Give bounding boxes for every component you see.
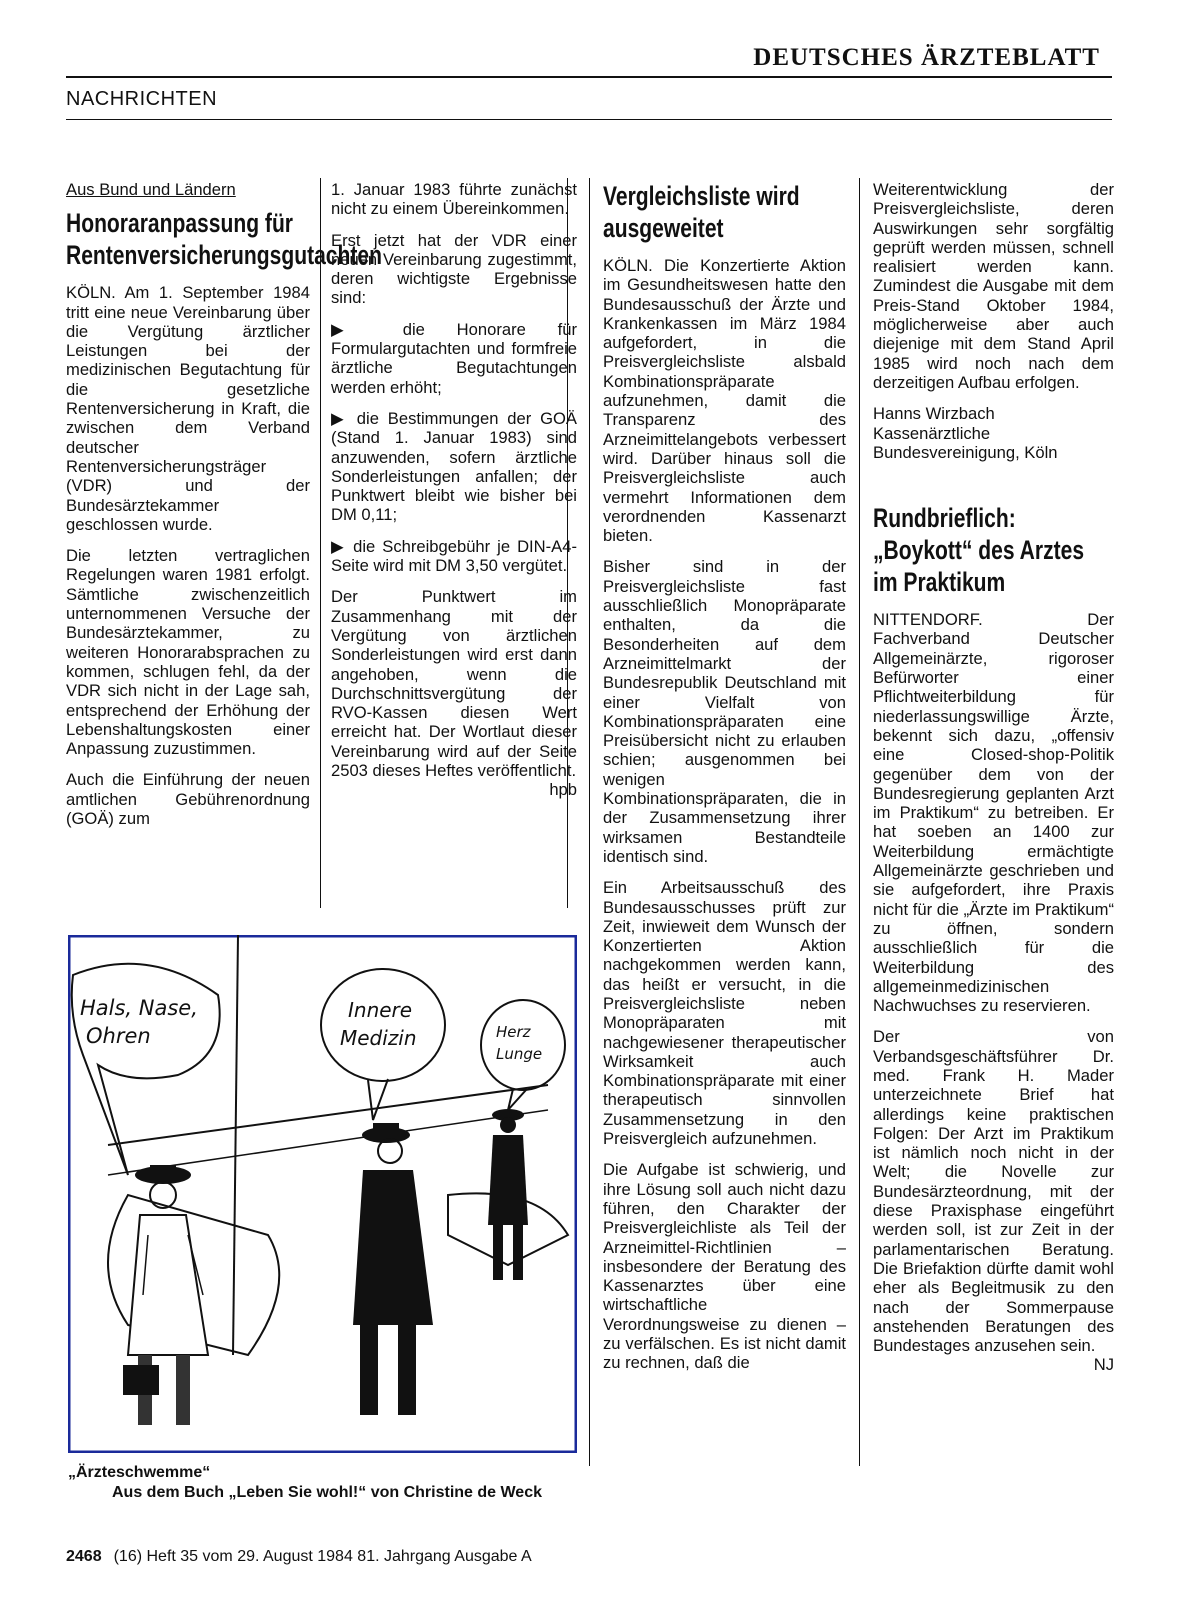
cartoon-illustration xyxy=(68,935,577,1453)
article-paragraph: Die letzten vertraglichen Regelungen waren 1981 erfolgt. Sämtliche zwischenzeitlich unternommenen Versuche der Bundesärztekammer, zu weiteren Honorarabsprachen zu kommen, schlugen fehl, da der VDR sich nicht in der Lage sah, entsprechend der Erhöhung der Lebenshaltungskosten einer Anpassung zuzustimmen. xyxy=(66,546,310,759)
article-kicker: Aus Bund und Ländern xyxy=(66,180,236,199)
bubble-text: Hals, Nase, xyxy=(80,996,198,1020)
masthead-rule xyxy=(66,76,1112,78)
bullet-item: ▶ die Bestimmungen der GOÄ (Stand 1. Januar 1983) sind anzuwenden, sofern ärztliche Sonderleistungen anfallen; der Punktwert bleibt wie bisher bei DM 0,11; xyxy=(331,408,577,525)
author-org: Bundesvereinigung, Köln xyxy=(873,442,1058,462)
author-name: Hanns Wirzbach xyxy=(873,404,995,424)
article-paragraph: Ein Arbeitsausschuß des Bundesausschusses prüft zur Zeit, inwieweit dem Wunsch der Konzertierten Aktion nachgekommen werden kann, das heißt er versucht, in die Preisvergleichsliste neben Monopräparaten mit nachgewiesener therapeutischer Wirksamkeit auch Kombinationspräparate mit einer therapeutisch sinnvollen Zusammensetzung in den Preisvergleich aufzunehmen. xyxy=(603,878,846,1149)
cartoon-caption-title: „Ärzteschwemme“ xyxy=(68,1464,211,1481)
article-paragraph: KÖLN. Am 1. September 1984 tritt eine neue Vereinbarung über die Vergütung ärztlicher Leistungen bei der medizinischen Begutachtung für die gesetzliche Rentenversicherung in Kraft, die zwischen dem Verband deutscher Rentenversicherungsträger (VDR) und der Bundesärztekammer geschlossen wurde. xyxy=(66,283,310,534)
article-column-right xyxy=(873,180,1114,1515)
column-divider xyxy=(589,178,590,1466)
article-honorar xyxy=(66,180,382,940)
bubble-text: Innere xyxy=(348,998,413,1022)
article-paragraph: 1. Januar 1983 führte zunächst nicht zu einem Übereinkommen. xyxy=(331,180,577,219)
bubble-text: Medizin xyxy=(340,1026,417,1050)
cartoon-caption-source: Aus dem Buch „Leben Sie wohl!“ von Christine de Weck xyxy=(112,1484,542,1501)
bubble-text: Herz xyxy=(496,1023,531,1041)
issue-info: (16) Heft 35 vom 29. August 1984 81. Jahrgang Ausgabe A xyxy=(113,1548,532,1565)
article-signoff: NJ xyxy=(1093,1355,1114,1375)
section-rule xyxy=(66,119,1112,120)
article-headline: Rundbrieflich: „Boykott“ des Arztes im Praktikum xyxy=(873,503,1085,598)
section-label: NACHRICHTEN xyxy=(66,88,218,110)
page-footer xyxy=(66,1548,532,1566)
article-paragraph: Der von Verbandsgeschäftsführer Dr. med. Frank H. Mader unterzeichnete Brief hat allerdings keine praktischen Folgen: Der Arzt im Praktikum ist nämlich noch nicht in der Welt; die Novelle zur Bundesärzteordnung, mit der diese Praxisphase eingeführt werden soll, ist zur Zeit in der parlamentarischen Beratung. Die Briefaktion dürfte damit wohl eher als Begleitmusik zu den nach der Sommerpause anstehenden Beratungen des Bundestages anzusehen sein. xyxy=(873,1027,1114,1356)
article-paragraph: Auch die Einführung der neuen amtlichen Gebührenordnung (GOÄ) zum xyxy=(66,770,310,829)
bubble-text: Ohren xyxy=(86,1024,151,1048)
article-headline: Vergleichsliste wird ausgeweitet xyxy=(603,181,800,243)
article-paragraph: KÖLN. Die Konzertierte Aktion im Gesundheitswesen hatte den Bundesausschuß der Ärzte und Krankenkassen im März 1984 aufgefordert, in die Preisvergleichsliste alsbald Kombinationspräparate aufzunehmen, damit die Transparenz des Arzneimittelangebots verbessert wird. Darüber hinaus soll die Preisvergleichsliste auch vermehrt Informationen dem verordnenden Kassenarzt bieten. xyxy=(603,256,846,546)
article-paragraph: Die Aufgabe ist schwierig, und ihre Lösung soll auch nicht dazu führen, den Charakter der Preisvergleichliste als Teil der Arzneimittel-Richtlinien – insbesondere der Beratung des Kassenarztes über eine wirtschaftliche Verordnungsweise zu dienen – zu verfälschen. Es ist nicht damit zu rechnen, daß die xyxy=(603,1160,846,1373)
article-headline: Honoraranpassung für Rentenversicherungsgutachten xyxy=(66,208,382,271)
bubble-text: Lunge xyxy=(496,1045,543,1063)
article-paragraph: Erst jetzt hat der VDR einer neuen Vereinbarung zugestimmt, deren wichtigste Ergebnisse sind: xyxy=(331,230,577,308)
bullet-item: ▶ die Schreibgebühr je DIN-A4-Seite wird mit DM 3,50 vergütet. xyxy=(331,536,577,576)
bullet-item: ▶ die Honorare für Formulargutachten und formfreie ärztliche Begutachtungen werden erhöht; xyxy=(331,319,577,397)
article-honorar-continued xyxy=(331,180,577,940)
article-paragraph: NITTENDORF. Der Fachverband Deutscher Allgemeinärzte, rigoroser Befürworter einer Pflichtweiterbildung für niederlassungswillige Ärzte, bekennt sich dazu, „offensiv eine Closed-shop-Politik gegenüber dem von der Bundesregierung geplanten Arzt im Praktikum“ zu betreiben. Er hat soeben an 1400 zur Weiterbildung ermächtigte Allgemeinärzte geschrieben und sie aufgefordert, ihre Praxis nicht für die „Ärzte im Praktikum“ zu öffnen, sondern ausschließlich für die Weiterbildung des allgemeinmedizinischen Nachwuchses zu reservieren. xyxy=(873,610,1114,1016)
column-divider xyxy=(320,178,321,908)
article-vergleichsliste xyxy=(603,180,846,1515)
article-paragraph: Weiterentwicklung der Preisvergleichsliste, deren Auswirkungen sehr sorgfältig geprüft werden müssen, schnell realisiert werden kann. Zumindest die Ausgabe mit dem Preis-Stand Oktober 1984, möglicherweise aber auch diejenige mit dem Stand April 1985 wird noch nach dem derzeitigen Aufbau erfolgen. xyxy=(873,180,1114,392)
article-signoff: hpb xyxy=(549,780,577,800)
page-number: 2468 xyxy=(66,1548,102,1565)
author-org: Kassenärztliche xyxy=(873,423,991,443)
masthead: DEUTSCHES ÄRZTEBLATT xyxy=(753,44,1100,71)
article-paragraph: Bisher sind in der Preisvergleichsliste fast ausschließlich Monopräparate enthalten, da die Besonderheiten auf dem Arzneimittelmarkt der Bundesrepublik Deutschland mit einer Vielfalt von Kombinationspräparaten eine Preisübersicht nicht zu erlauben schien; ausgenommen bei wenigen Kombinationspräparaten, die in der Zusammensetzung ihrer wirksamen Bestandteile identisch sind. xyxy=(603,557,846,866)
article-paragraph: Der Punktwert im Zusammenhang mit der Vergütung von ärztlichen Sonderleistungen wird erst dann angehoben, wenn die Durchschnittsvergütung der RVO-Kassen diesen Wert erreicht hat. Der Wortlaut dieser Vereinbarung wird auf der Seite 2503 dieses Heftes veröffentlicht. xyxy=(331,587,577,781)
column-divider xyxy=(859,178,860,1466)
